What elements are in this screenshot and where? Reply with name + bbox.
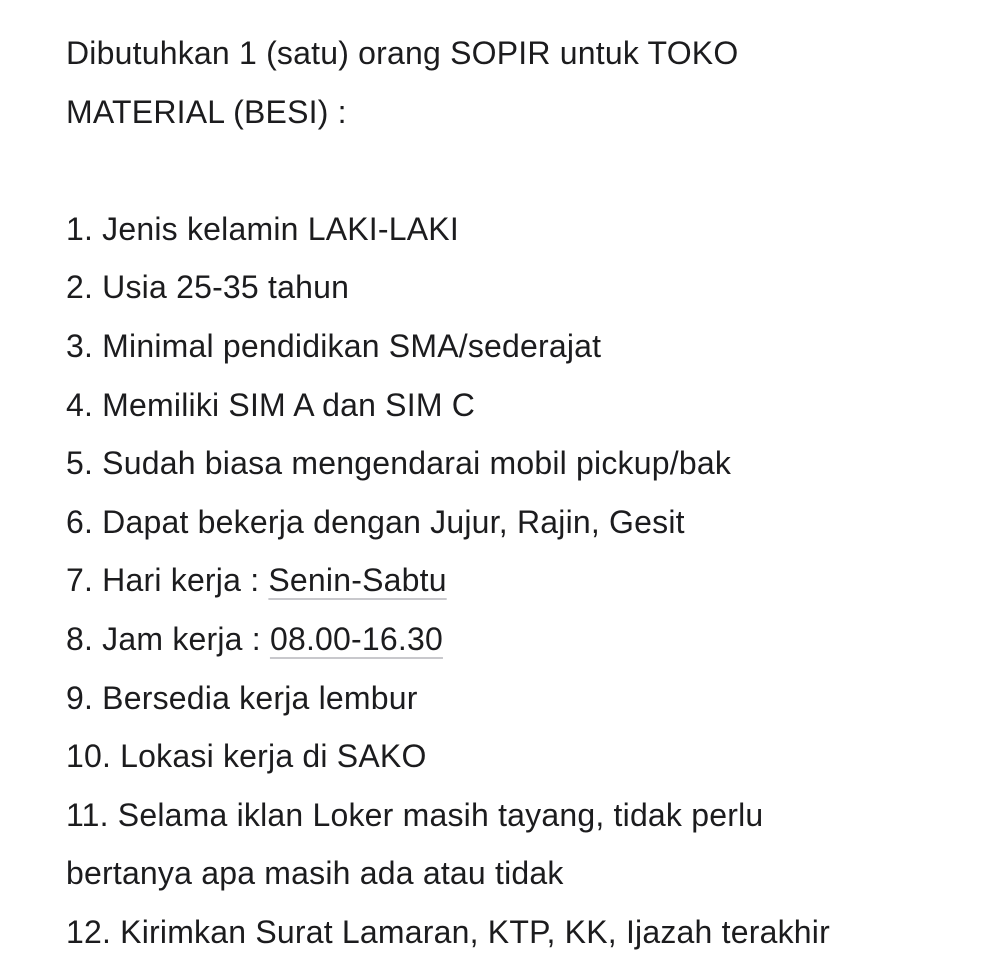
list-item-continuation: bertanya apa masih ada atau tidak bbox=[66, 855, 564, 892]
work-hours-detected-link[interactable]: 08.00-16.30 bbox=[269, 620, 443, 657]
note-body bbox=[66, 24, 966, 962]
note-heading-line-1: Dibutuhkan 1 (satu) orang SOPIR untuk TOKO bbox=[66, 35, 739, 71]
list-item: 5. Sudah biasa mengendarai mobil pickup/bak bbox=[66, 445, 732, 482]
list-item: 11. Selama iklan Loker masih tayang, tidak perlu bbox=[66, 796, 764, 833]
note-heading-line-2: MATERIAL (BESI) : bbox=[66, 93, 347, 130]
list-item-work-hours bbox=[66, 610, 966, 669]
work-days-detected-link[interactable]: Senin-Sabtu bbox=[268, 562, 447, 599]
list-item: 4. Memiliki SIM A dan SIM C bbox=[66, 386, 476, 423]
list-item-work-days bbox=[66, 551, 966, 610]
work-days-label: 7. Hari kerja : bbox=[66, 562, 269, 599]
list-item: 3. Minimal pendidikan SMA/sederajat bbox=[66, 327, 602, 364]
work-hours-label: 8. Jam kerja : bbox=[66, 620, 270, 657]
list-item: 1. Jenis kelamin LAKI-LAKI bbox=[66, 210, 459, 247]
list-item: 10. Lokasi kerja di SAKO bbox=[66, 738, 427, 775]
list-item: 2. Usia 25-35 tahun bbox=[66, 269, 350, 306]
list-item: 6. Dapat bekerja dengan Jujur, Rajin, Gesit bbox=[66, 503, 685, 540]
list-item: 12. Kirimkan Surat Lamaran, KTP, KK, Ijazah terakhir bbox=[66, 913, 830, 950]
list-item: 9. Bersedia kerja lembur bbox=[66, 679, 418, 716]
blank-line bbox=[66, 141, 966, 200]
